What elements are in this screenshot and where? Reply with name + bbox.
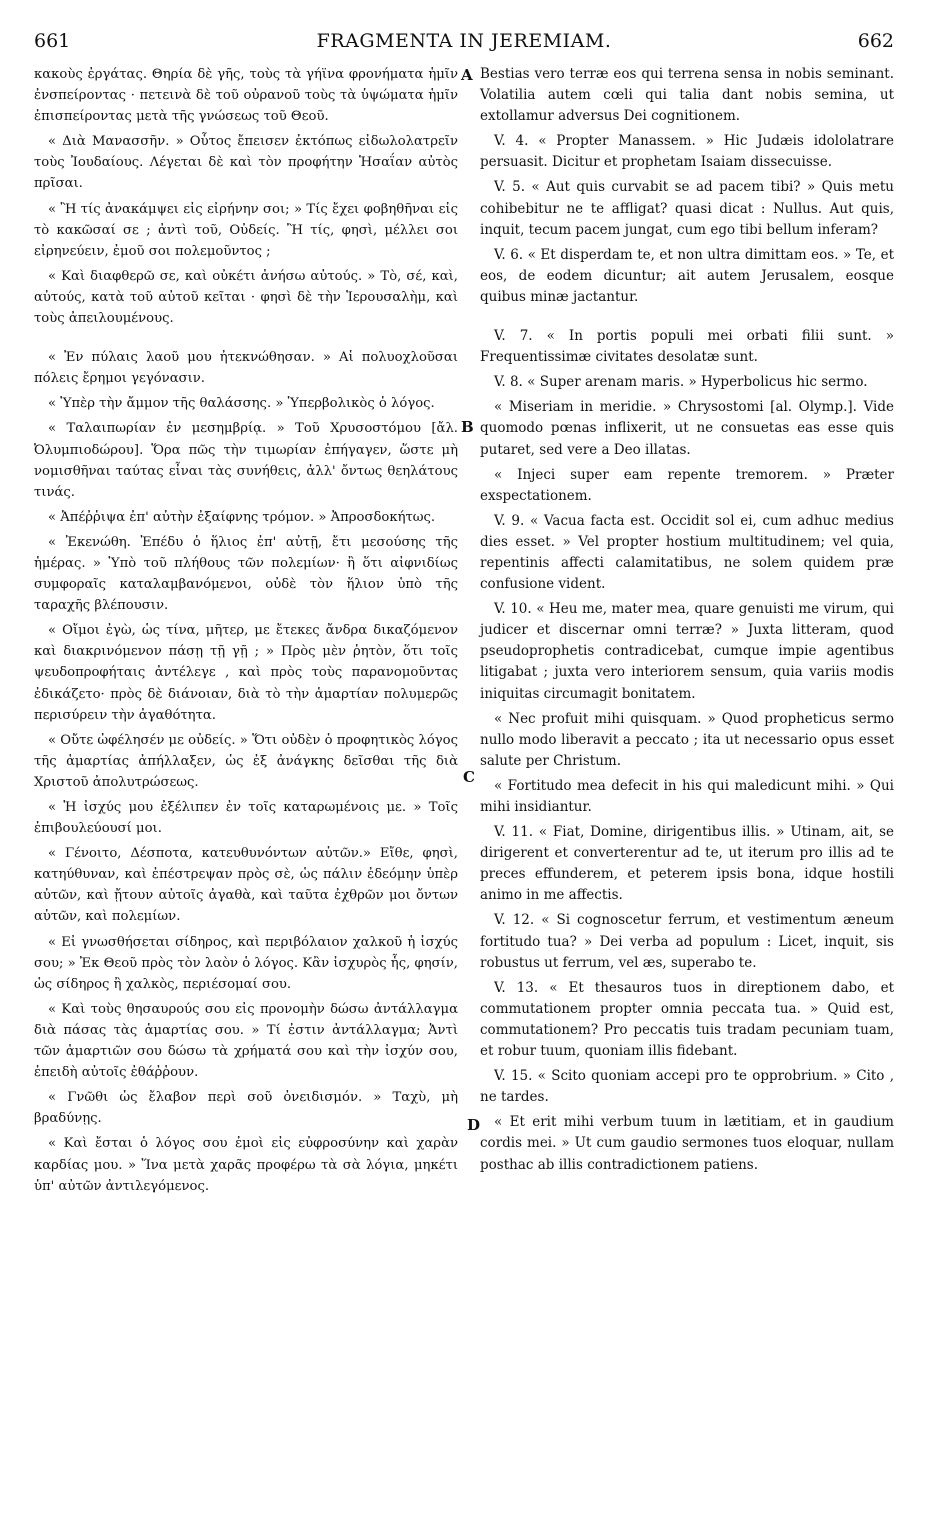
latin-paragraph: V. 4. « Propter Manassem. » Hic Judæis idololatrare persuasit. Dicitur et prophetam Isaiam dissecuisse.	[480, 133, 894, 171]
latin-paragraph: V. 12. « Si cognoscetur ferrum, et vestimentum æneum fortitudo tua? » Dei verba ad populum : Licet, inquit, sis robustus ut ferrum, vel æs, superabo te.	[480, 912, 894, 971]
greek-paragraph: « Ἡ ἰσχύς μου ἐξέλιπεν ἐν τοῖς καταρωμένοις με. » Τοῖς ἐπιβουλεύουσί μοι.	[34, 800, 458, 837]
section-marker-a: A	[461, 66, 473, 84]
latin-paragraph: V. 8. « Super arenam maris. » Hyperbolicus hic sermo.	[494, 374, 868, 391]
greek-paragraph: κακοὺς ἐργάτας. Θηρία δὲ γῆς, τοὺς τὰ γήϊνα φρονήματα ἡμῖν ἐνσπείροντας · πετεινὰ δὲ τοῦ οὐρανοῦ τοὺς τὰ ὑψώματα ἡμῖν ἐπισπείροντας μετὰ τῆς γνώσεως τοῦ Θεοῦ.	[34, 67, 458, 125]
section-marker-c: C	[463, 768, 475, 786]
section-marker-b: B	[461, 418, 474, 436]
greek-paragraph: « Ὑπὲρ τὴν ἄμμον τῆς θαλάσσης. » Ὑπερβολικὸς ὁ λόγος.	[48, 396, 435, 412]
latin-paragraph: V. 6. « Et disperdam te, et non ultra dimittam eos. » Te, et eos, de eodem dicuntur; ait autem Jerusalem, eosque quibus minæ jactantur.	[480, 246, 894, 305]
greek-paragraph: « Γνῶθι ὡς ἔλαβον περὶ σοῦ ὀνειδισμόν. » Ταχὺ, μὴ βραδύνῃς.	[34, 1090, 458, 1127]
greek-column	[34, 64, 458, 1201]
greek-paragraph: « Ἐκενώθη. Ἐπέδυ ὁ ἥλιος ἐπ' αὐτῇ, ἔτι μεσούσης τῆς ἡμέρας. » Ὑπὸ τοῦ πλήθους τῶν πολεμίων· ἢ ὅτι αἰφνιδίως συμφοραῖς καταλαμβανόμενοι, οὐδὲ τὸν ἥλιον ὑπὸ τῆς ταραχῆς βλέπουσιν.	[34, 534, 458, 614]
greek-paragraph: « Ἢ τίς ἀνακάμψει εἰς εἰρήνην σοι; » Τίς ἔχει φοβηθῆναι εἰς τὸ κακῶσαί σε ; ἀντὶ τοῦ, Οὐδείς. Ἢ τίς, φησὶ, μέλλει σοι εἰρηνεύειν, ἐμοῦ σοι πολεμοῦντος ;	[34, 201, 458, 259]
greek-paragraph: « Εἰ γνωσθήσεται σίδηρος, καὶ περιβόλαιον χαλκοῦ ἡ ἰσχύς σου; » Ἐκ Θεοῦ πρὸς τὸν λαὸν ὁ λόγος. Κἂν ἰσχυρὸς ἧς, φησίν, ὡς σίδηρος ἢ χαλκὸς, περιέσομαί σου.	[34, 934, 458, 992]
latin-paragraph: « Nec profuit mihi quisquam. » Quod propheticus sermo nullo modo liberavit a peccato ; ita ut necessario opus esset salute per Christum.	[480, 710, 894, 769]
greek-paragraph: « Καὶ ἔσται ὁ λόγος σου ἐμοὶ εἰς εὐφροσύνην καὶ χαρὰν καρδίας μου. » Ἵνα μετὰ χαρᾶς προφέρω τὰ σὰ λόγια, μηκέτι ὑπ' αὐτῶν ἀντιλεγόμενος.	[34, 1136, 458, 1194]
greek-paragraph: « Ταλαιπωρίαν ἐν μεσημβρίᾳ. » Τοῦ Χρυσοστόμου [ἄλ. Ὀλυμπιοδώρου]. Ὅρα πῶς τὴν τιμωρίαν ἐπήγαγεν, ὥστε μὴ νομισθῆναι ταύτας εἶναι τὰς συνήθεις, ἀλλ' ὄντως θεηλάτους τινάς.	[34, 421, 458, 500]
page-number-left: 661	[34, 30, 71, 52]
section-marker-d: D	[467, 1116, 481, 1134]
latin-paragraph: V. 9. « Vacua facta est. Occidit sol ei, cum adhuc medius dies esset. » Vel propter hostium multitudinem; vel quia, repentinis affecti calamitatibus, ne solem quidem præ confusione vident.	[480, 512, 894, 593]
greek-paragraph: « Οἴμοι ἐγὼ, ὡς τίνα, μῆτερ, με ἔτεκες ἄνδρα δικαζόμενον καὶ διακρινόμενον πάσῃ τῇ γῇ ; » Πρὸς μὲν ῥητὸν, ὅτι τοῖς ψευδοπροφήταις ἀντέλεγε , καὶ πρὸς τοὺς παρανομοῦντας ἐδικάζετο· πρὸς δὲ διάνοιαν, διὰ τὸ τὴν ἁμαρτίαν πολυμερῶς περισύρειν τὴν ἀγαθότητα.	[34, 623, 458, 723]
latin-paragraph: V. 13. « Et thesauros tuos in direptionem dabo, et commutationem propter omnia peccata tua. » Quid est, commutationem? Pro peccatis tuis tradam pecuniam tuam, et robur tuum, quoniam illis fidebant.	[480, 979, 894, 1060]
greek-paragraph: « Καὶ διαφθερῶ σε, καὶ οὐκέτι ἀνήσω αὐτούς. » Τὸ, σέ, καὶ, αὐτούς, κατὰ τοῦ αὐτοῦ κεῖται · φησὶ δὲ τὴν Ἱερουσαλὴμ, καὶ τοὺς ἀπειλουμένους.	[34, 268, 458, 327]
greek-paragraph: « Καὶ τοὺς θησαυρούς σου εἰς προνομὴν δώσω ἀντάλλαγμα διὰ πάσας τὰς ἁμαρτίας σου. » Τί ἐστιν ἀντάλλαγμα; Ἀντὶ τῶν ἁμαρτιῶν σου δώσω τὰ χρήματά σου καὶ τὴν ἰσχύν σου, ἐπειδὴ αὐτοῖς ἐθάῤῥουν.	[34, 1001, 458, 1081]
latin-paragraph: V. 7. « In portis populi mei orbati filii sunt. » Frequentissimæ civitates desolatæ sunt.	[480, 328, 894, 366]
greek-paragraph: « Γένοιτο, Δέσποτα, κατευθυνόντων αὐτῶν.» Εἴθε, φησὶ, κατηύθυναν, καὶ ἐπέστρεψαν πρὸς σὲ, ὡς πάλιν ἐδεόμην ὑπὲρ αὐτῶν, καὶ ᾔτουν αὐτοῖς ἀγαθὰ, καὶ ταῦτα ἐχθρῶν μοι ὄντων αὐτῶν, καὶ πολεμίων.	[34, 846, 458, 925]
latin-paragraph: V. 11. « Fiat, Domine, dirigentibus illis. » Utinam, ait, se dirigerent et converterentur ad te, ut iterum pro illis ad te preces effunderem, et peterem ipsis bona, idque hostili animo in me affectis.	[480, 824, 894, 904]
page-number-right: 662	[857, 30, 894, 52]
greek-paragraph: « Διὰ Μανασσῆν. » Οὗτος ἔπεισεν ἐκτόπως εἰδωλολατρεῖν τοὺς Ἰουδαίους. Λέγεται δὲ καὶ τὸν προφήτην Ἡσαΐαν αὐτὸς πρῖσαι.	[34, 134, 458, 192]
latin-paragraph: V. 15. « Scito quoniam accepi pro te opprobrium. » Cito , ne tardes.	[480, 1068, 894, 1106]
latin-column	[480, 64, 894, 1180]
greek-paragraph: « Ἐν πύλαις λαοῦ μου ἠτεκνώθησαν. » Αἱ πολυοχλοῦσαι πόλεις ἔρημοι γεγόνασιν.	[34, 350, 458, 387]
latin-paragraph: Bestias vero terræ eos qui terrena sensa in nobis seminant. Volatilia autem cœli qui talia dant nobis semina, ut extollamur adversus Dei cognitionem.	[480, 66, 894, 125]
latin-paragraph: « Fortitudo mea defecit in his qui maledicunt mihi. » Qui mihi insidiantur.	[480, 777, 894, 815]
page-header	[34, 30, 894, 56]
latin-paragraph: « Et erit mihi verbum tuum in lætitiam, et in gaudium cordis mei. » Ut cum gaudio sermones tuos eloquar, nullam posthac ab illis contradictionem patiens.	[480, 1114, 894, 1173]
running-title: FRAGMENTA IN JEREMIAM.	[316, 30, 612, 52]
latin-paragraph: « Injeci super eam repente tremorem. » Præter exspectationem.	[480, 466, 894, 504]
latin-paragraph: « Miseriam in meridie. » Chrysostomi [al. Olymp.]. Vide quomodo pœnas inflixerit, ut ne consuetas eas esse quis putaret, sed vere a Deo illatas.	[480, 399, 894, 458]
greek-paragraph: « Ἀπέῤῥιψα ἐπ' αὐτὴν ἐξαίφνης τρόμον. » Ἀπροσδοκήτως.	[48, 509, 436, 525]
latin-paragraph: V. 5. « Aut quis curvabit se ad pacem tibi? » Quis metu cohibebitur ne te affligat? quasi dicat : Nullus. Aut quis, inquit, tecum pacem jungat, cum ego tibi bellum inferam?	[480, 179, 894, 238]
latin-paragraph: V. 10. « Heu me, mater mea, quare genuisti me virum, qui judicer et discernar omni terræ? » Juxta litteram, quod pseudoprophetis contradicebat, cumque impie agentibus litigabat ; juxta vero interiorem sensum, quia variis modis iniquitas circumagit bonitatem.	[480, 601, 894, 702]
greek-paragraph: « Οὔτε ὠφέλησέν με οὐδείς. » Ὅτι οὐδὲν ὁ προφητικὸς λόγος τῆς ἁμαρτίας ἀπήλλαξεν, ὡς ἐξ ἀνάγκης δεῖσθαι τῆς διὰ Χριστοῦ ἀπολυτρώσεως.	[34, 732, 458, 790]
